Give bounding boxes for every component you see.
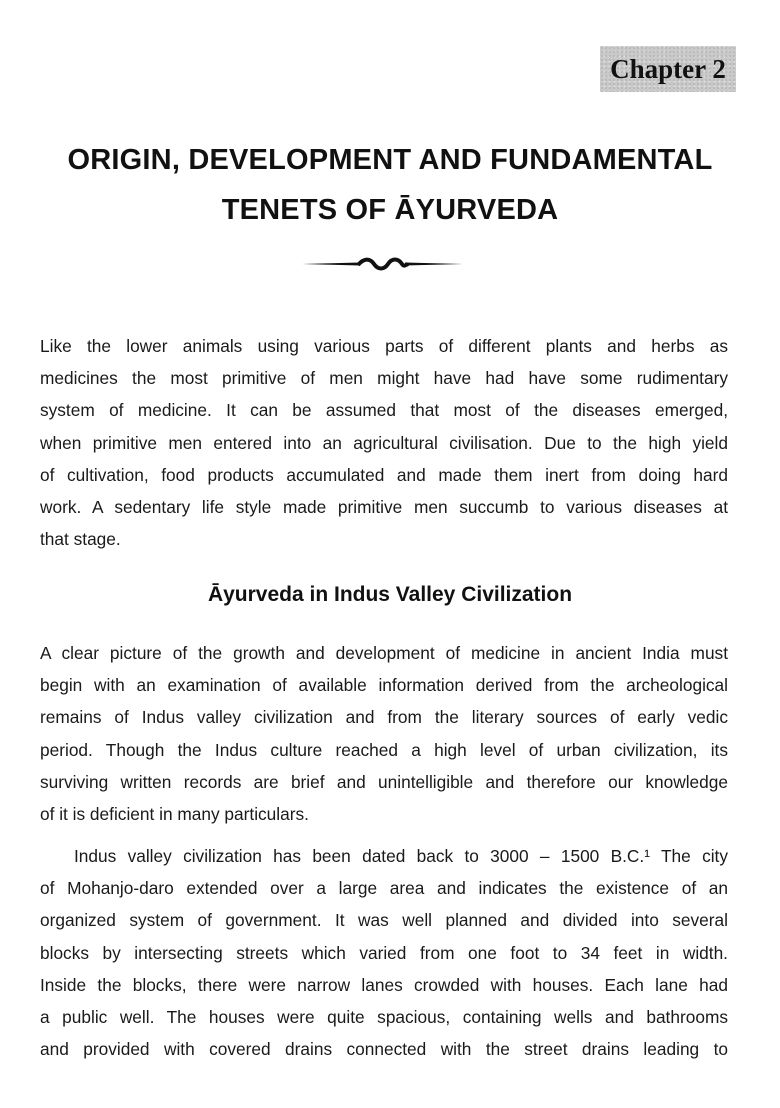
text-line: period. Though the Indus culture reached a high level of urban civilization, its bbox=[40, 739, 728, 760]
text-line: Like the lower animals using various parts of different plants and herbs as bbox=[40, 336, 728, 356]
text-line: blocks by intersecting streets which varied from one foot to 34 feet in width. bbox=[40, 942, 728, 963]
chapter-title-line-1: ORIGIN, DEVELOPMENT AND FUNDAMENTAL bbox=[67, 144, 713, 176]
chapter-title-line-2: TENETS OF ĀYURVEDA bbox=[221, 194, 559, 226]
text-line: of it is deficient in many particulars. bbox=[40, 804, 309, 824]
text-line: when primitive men entered into an agricultural civilisation. Due to the high yield bbox=[40, 432, 728, 453]
text-line: surviving written records are brief and unintelligible and therefore our knowledge bbox=[40, 771, 728, 792]
text-line: Indus valley civilization has been dated back to 3000 – 1500 B.C.¹ The city bbox=[74, 846, 728, 866]
chapter-badge: Chapter 2 bbox=[600, 46, 736, 92]
text-line: Inside the blocks, there were narrow lanes crowded with houses. Each lane had bbox=[40, 974, 728, 995]
text-line: work. A sedentary life style made primitive men succumb to various diseases at bbox=[40, 497, 728, 517]
text-line: medicines the most primitive of men might have had have some rudimentary bbox=[40, 368, 728, 389]
text-line: and provided with covered drains connected with the street drains leading to bbox=[40, 1039, 728, 1060]
text-line: A clear picture of the growth and development of medicine in ancient India must bbox=[40, 643, 728, 663]
text-line: of Mohanjo-daro extended over a large area and indicates the existence of an bbox=[40, 878, 728, 899]
text-line: organized system of government. It was well planned and divided into several bbox=[40, 910, 728, 931]
text-line: remains of Indus valley civilization and from the literary sources of early vedic bbox=[40, 707, 728, 728]
section-heading: Āyurveda in Indus Valley Civilization bbox=[207, 583, 573, 606]
ornament-divider-icon bbox=[300, 252, 465, 276]
text-line: system of medicine. It can be assumed that most of the diseases emerged, bbox=[40, 400, 728, 421]
text-line: that stage. bbox=[40, 529, 121, 550]
text-line: a public well. The houses were quite spacious, containing wells and bathrooms bbox=[40, 1007, 728, 1027]
text-line: begin with an examination of available information derived from the archeological bbox=[40, 675, 728, 696]
text-line: of cultivation, food products accumulated and made them inert from doing hard bbox=[40, 464, 728, 485]
